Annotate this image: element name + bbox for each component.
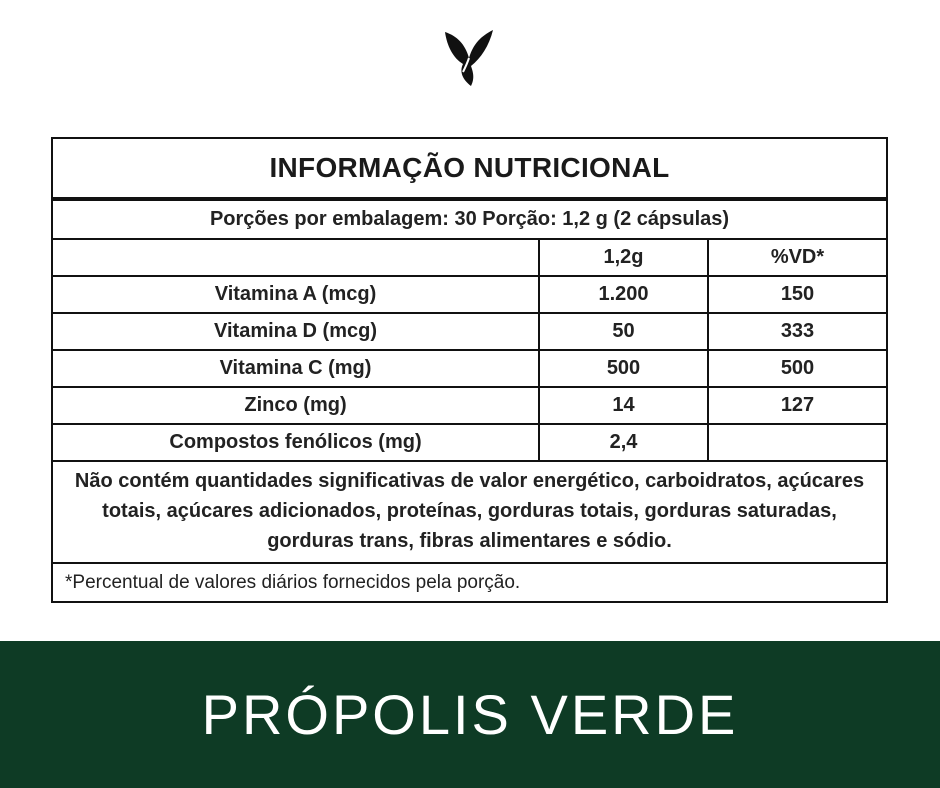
- table-row: [53, 314, 886, 351]
- nutrient-name: Vitamina C (mg): [53, 351, 540, 386]
- header-cell-amount: 1,2g: [540, 240, 709, 275]
- leaf-bird-icon: [443, 28, 495, 86]
- header-cell-dv: %VD*: [770, 246, 825, 268]
- header-cell-nutrient: [53, 240, 540, 275]
- nutrient-amount: 2,4: [540, 425, 709, 460]
- table-row: [53, 425, 886, 462]
- header-row: [53, 240, 886, 277]
- product-name: PRÓPOLIS VERDE: [201, 683, 739, 746]
- nutrient-name: Vitamina A (mcg): [53, 277, 540, 312]
- table-row: [53, 351, 886, 388]
- nutrition-table: [51, 137, 888, 603]
- footnote: *Percentual de valores diários fornecidos pela porção.: [65, 571, 521, 593]
- nutrient-dv: 500: [780, 357, 815, 379]
- nutrient-dv: [709, 425, 886, 460]
- nutrient-name: Compostos fenólicos (mg): [53, 425, 540, 460]
- nutrient-amount: 50: [540, 314, 709, 349]
- product-banner: [0, 641, 940, 788]
- nutrient-amount: 500: [540, 351, 709, 386]
- nutrient-amount: 1.200: [540, 277, 709, 312]
- table-row: [53, 277, 886, 314]
- table-title: INFORMAÇÃO NUTRICIONAL: [51, 137, 888, 201]
- nutrient-dv: 333: [780, 320, 815, 342]
- nutrient-name: Vitamina D (mcg): [53, 314, 540, 349]
- nutrition-note: Não contém quantidades significativas de valor energético, carboidratos, açúcares totais, açúcares adicionados, proteínas, gorduras totais, gorduras saturadas, gorduras trans, fibras alimentares e sódio.: [53, 462, 886, 564]
- table-row: [53, 388, 886, 425]
- nutrient-amount: 14: [540, 388, 709, 423]
- nutrient-dv: 127: [780, 394, 815, 416]
- nutrient-name: Zinco (mg): [53, 388, 540, 423]
- serving-info: Porções por embalagem: 30 Porção: 1,2 g (2 cápsulas): [53, 201, 886, 240]
- nutrient-dv: 150: [780, 283, 815, 305]
